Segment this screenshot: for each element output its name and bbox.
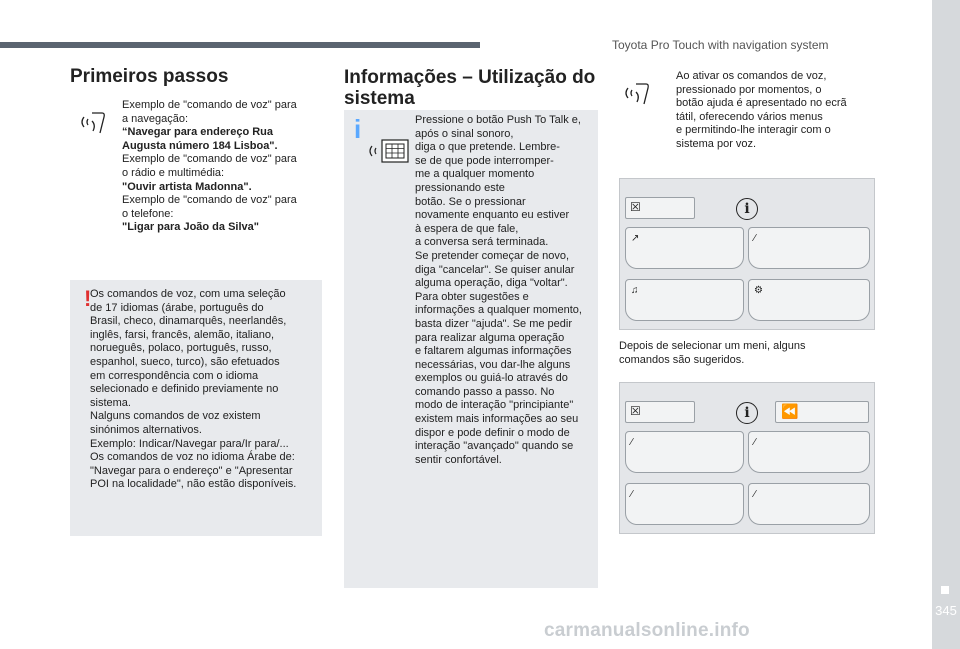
example-phone-intro2: o telefone: bbox=[122, 207, 174, 220]
page-edge-tab bbox=[932, 0, 960, 649]
caption-line: Depois de selecionar um meni, alguns bbox=[619, 340, 806, 352]
help-text bbox=[676, 70, 876, 152]
header-title: Toyota Pro Touch with navigation system bbox=[612, 38, 829, 52]
section-title-first-steps: Primeiros passos bbox=[70, 66, 229, 87]
suggested-command-tile[interactable] bbox=[748, 431, 870, 473]
warning-text bbox=[90, 288, 322, 492]
info-line: sentir confortável. bbox=[415, 453, 502, 466]
example-phone-cmd: "Ligar para João da Silva" bbox=[122, 221, 259, 234]
info-line: Para obter sugestões e bbox=[415, 290, 529, 303]
info-line: me a qualquer momento bbox=[415, 168, 535, 181]
info-line: exemplos ou guiá-lo através do bbox=[415, 372, 568, 385]
info-text bbox=[415, 114, 595, 467]
voice-off-icon: ☒ bbox=[630, 404, 641, 418]
warning-line: Exemplo: Indicar/Navegar para/Ir para/... bbox=[90, 437, 289, 450]
example-nav-intro: Exemplo de "comando de voz" para bbox=[122, 99, 297, 111]
warning-icon: ! bbox=[84, 286, 92, 311]
info-line: botão. Se o pressionar bbox=[415, 195, 526, 208]
warning-line: Brasil, checo, dinamarquês, neerlandês, bbox=[90, 315, 287, 328]
gear-icon: ⚙ bbox=[754, 285, 763, 296]
music-note-icon: ♫ bbox=[631, 285, 639, 296]
info-line: pressionando este bbox=[415, 181, 505, 194]
info-line: Pressione o botão Push To Talk e, bbox=[415, 114, 581, 126]
voice-examples bbox=[122, 99, 322, 235]
warning-line: Nalguns comandos de voz existem bbox=[90, 410, 261, 423]
warning-line: de 17 idiomas (árabe, português do bbox=[90, 301, 264, 314]
suggested-command-tile[interactable] bbox=[625, 431, 744, 473]
info-line: dispor e pode definir o modo de bbox=[415, 426, 570, 439]
phone-icon: ∕ bbox=[754, 233, 756, 244]
example-radio-intro: Exemplo de "comando de voz" para bbox=[122, 153, 297, 166]
info-line: após o sinal sonoro, bbox=[415, 127, 514, 140]
voice-exit-button[interactable] bbox=[625, 197, 695, 219]
help-line: pressionado por momentos, o bbox=[676, 83, 822, 96]
help-line: tátil, oferecendo vários menus bbox=[676, 110, 823, 123]
section-title-info: Informações – Utilização do sistema bbox=[344, 67, 596, 109]
info-line: se de que pode interromper- bbox=[415, 154, 554, 167]
page-marker bbox=[941, 586, 949, 594]
help-info-icon[interactable]: i bbox=[736, 198, 758, 220]
example-radio-cmd: "Ouvir artista Madonna". bbox=[122, 180, 252, 193]
warning-line: norueguês, polaco, português, russo, bbox=[90, 342, 272, 355]
push-to-talk-icon bbox=[368, 136, 412, 166]
warning-line: Os comandos de voz, com uma seleção bbox=[90, 288, 286, 300]
info-line: comando passo a passo. No bbox=[415, 385, 555, 398]
info-line: modo de interação "principiante" bbox=[415, 399, 574, 412]
menu-tile-media[interactable] bbox=[625, 279, 744, 321]
warning-line: POI na localidade", não estão disponíveis. bbox=[90, 478, 297, 491]
warning-line: sinónimos alternativos. bbox=[90, 423, 202, 436]
help-line: Ao ativar os comandos de voz, bbox=[676, 70, 827, 82]
voice-exit-button[interactable] bbox=[625, 401, 695, 423]
suggested-command-tile[interactable] bbox=[625, 483, 744, 525]
info-line: a conversa será terminada. bbox=[415, 236, 549, 249]
example-nav-cmd2: Augusta número 184 Lisboa". bbox=[122, 139, 278, 152]
phone-icon: ∕ bbox=[754, 489, 756, 500]
info-line: novamente enquanto eu estiver bbox=[415, 209, 570, 222]
info-line: necessárias, vou dar-lhe alguns bbox=[415, 358, 571, 371]
suggested-command-tile[interactable] bbox=[748, 483, 870, 525]
warning-line: "Navegar para o endereço" e "Apresentar bbox=[90, 464, 293, 477]
screen-caption bbox=[619, 340, 869, 367]
info-line: diga "cancelar". Se quiser anular bbox=[415, 263, 575, 276]
warning-line: Os comandos de voz no idioma Árabe de: bbox=[90, 451, 295, 464]
navigation-icon: ↗ bbox=[631, 233, 640, 244]
warning-line: selecionado e definido previamente no bbox=[90, 383, 279, 396]
menu-tile-settings[interactable] bbox=[748, 279, 870, 321]
info-line: existem mais informações ao seu bbox=[415, 413, 579, 426]
info-line: informações a qualquer momento, bbox=[415, 304, 582, 317]
phone-icon: ∕ bbox=[631, 489, 633, 500]
phone-icon: ∕ bbox=[631, 437, 633, 448]
info-line: diga o que pretende. Lembre- bbox=[415, 141, 560, 154]
menu-tile-phone[interactable] bbox=[748, 227, 870, 269]
info-line: à espera de que fale, bbox=[415, 222, 519, 235]
info-icon: i bbox=[354, 114, 362, 144]
warning-line: espanhol, sueco, turco), são efetuados bbox=[90, 355, 280, 368]
phone-icon: ∕ bbox=[754, 437, 756, 448]
help-screen-submenu bbox=[619, 382, 875, 534]
warning-line: sistema. bbox=[90, 396, 131, 409]
voice-command-icon bbox=[78, 107, 108, 137]
warning-line: inglês, farsi, francês, alemão, italiano, bbox=[90, 328, 275, 341]
help-info-icon[interactable]: i bbox=[736, 402, 758, 424]
help-screen-main bbox=[619, 178, 875, 330]
info-line: e faltarem algumas informações bbox=[415, 345, 572, 358]
rewind-icon: ⏪ bbox=[781, 403, 799, 419]
info-line: Se pretender começar de novo, bbox=[415, 249, 570, 262]
footer-watermark: carmanualsonline.info bbox=[544, 620, 750, 641]
voice-command-icon bbox=[622, 78, 652, 108]
menu-tile-navigation[interactable] bbox=[625, 227, 744, 269]
warning-line: em correspondência com o idioma bbox=[90, 369, 259, 382]
info-line: basta dizer "ajuda". Se me pedir bbox=[415, 317, 573, 330]
header-rule bbox=[0, 42, 480, 48]
page-number: 345 bbox=[935, 603, 957, 618]
info-line: interação "avançado" quando se bbox=[415, 440, 574, 453]
example-nav-intro2: a navegação: bbox=[122, 112, 189, 125]
info-line: alguma operação, diga "voltar". bbox=[415, 277, 568, 290]
voice-off-icon: ☒ bbox=[630, 200, 641, 214]
example-nav-cmd: “Navegar para endereço Rua bbox=[122, 126, 274, 139]
example-phone-intro: Exemplo de "comando de voz" para bbox=[122, 194, 297, 207]
help-line: botão ajuda é apresentado no ecrã bbox=[676, 97, 847, 110]
back-button[interactable] bbox=[775, 401, 869, 423]
info-line: para realizar alguma operação bbox=[415, 331, 565, 344]
help-line: sistema por voz. bbox=[676, 137, 757, 150]
example-radio-intro2: o rádio e multimédia: bbox=[122, 166, 225, 179]
caption-line: comandos são sugeridos. bbox=[619, 353, 745, 366]
help-line: e permitindo-lhe interagir com o bbox=[676, 124, 831, 137]
